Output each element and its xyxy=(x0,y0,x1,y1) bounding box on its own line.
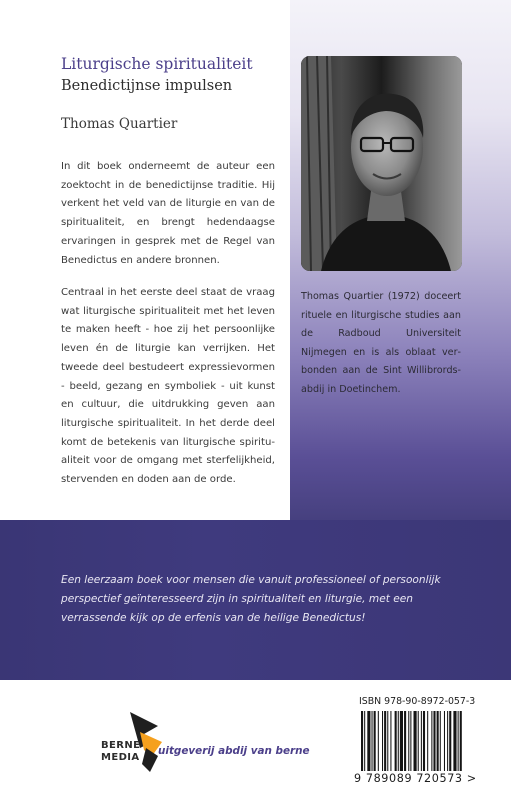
barcode-bar xyxy=(421,711,422,771)
barcode-bar xyxy=(398,711,399,771)
barcode-bar xyxy=(427,711,428,771)
barcode-bar xyxy=(382,711,383,771)
barcode-bar xyxy=(460,711,462,771)
book-author: Thomas Quartier xyxy=(61,116,178,132)
barcode-bar xyxy=(453,711,456,771)
logo-text-line1: BERNE xyxy=(101,740,141,751)
description-paragraph-1: In dit boek onderneemt de auteur een zoektocht in de benedictijnse traditie. Hij verkent het veld van de liturgie en van de spiritualiteit, en brengt hedendaagse ervaringen in gesprek met de Regel van Benedictus en andere bronnen. xyxy=(61,161,275,266)
barcode-bar xyxy=(440,711,441,771)
barcode-digits: 9 789089 720573 > xyxy=(354,772,477,785)
barcode-bar xyxy=(447,711,448,771)
barcode-bar xyxy=(372,711,373,771)
barcode-bar xyxy=(395,711,397,771)
barcode-bar xyxy=(364,711,365,771)
barcode-bar xyxy=(458,711,459,771)
portrait-illustration xyxy=(301,56,462,271)
barcode-bar xyxy=(410,711,411,771)
barcode-bar xyxy=(418,711,419,771)
author-bio: Thomas Quartier (1972) doceert rituele en liturgische studies aan de Radboud Universiteit Nijmegen en is als oblaat verbonden aan de Sint Willibrordsabdij in Doetinchem. xyxy=(301,291,461,395)
barcode-bar xyxy=(367,711,370,771)
barcode-bar xyxy=(414,711,417,771)
logo-text-line2: MEDIA xyxy=(101,752,140,763)
barcode-bar xyxy=(423,711,425,771)
book-subtitle: Benedictijnse impulsen xyxy=(61,78,233,94)
book-title: Liturgische spiritualiteit xyxy=(61,55,253,73)
barcode-bar xyxy=(390,711,391,771)
barcode-bar xyxy=(431,711,432,771)
barcode-bar xyxy=(449,711,451,771)
barcode-bar xyxy=(361,711,363,771)
barcode-bar xyxy=(384,711,386,771)
barcode-bar xyxy=(374,711,376,771)
barcode-bar xyxy=(404,711,406,771)
barcode-bar xyxy=(387,711,388,771)
barcode-bar xyxy=(437,711,439,771)
barcode-bar xyxy=(408,711,409,771)
barcode-bar xyxy=(400,711,403,771)
barcode-bar xyxy=(433,711,435,771)
barcode-icon xyxy=(359,711,493,775)
barcode-bar xyxy=(378,711,379,771)
author-portrait xyxy=(301,56,462,271)
barcode-bar xyxy=(444,711,445,771)
description-paragraph-2: Centraal in het eerste deel staat de vraag wat liturgische spiritualiteit met het leven te maken heeft - hoe zij het persoonlijke leven én de liturgie kan verrijken. Het tweede deel bestudeert expressievormen - beeld, gezang en symboliek - uit kunst en cultuur, die uitdrukking geven aan liturgische spiritualiteit. In het derde deel komt de betekenis van liturgische spiritualiteit voor de omgang met sterfelijkheid, stervenden en doden aan de orde. xyxy=(61,287,275,486)
promo-quote: Een leerzaam boek voor mensen die vanuit professioneel of persoonlijk perspectief geïnteresseerd zijn in spiritualiteit en liturgie, met een verrassende kijk op de erfenis van de heilige Benedictus! xyxy=(61,574,441,624)
publisher-name: uitgeverij abdij van berne xyxy=(158,745,310,757)
isbn-label: ISBN 978-90-8972-057-3 xyxy=(359,696,476,707)
